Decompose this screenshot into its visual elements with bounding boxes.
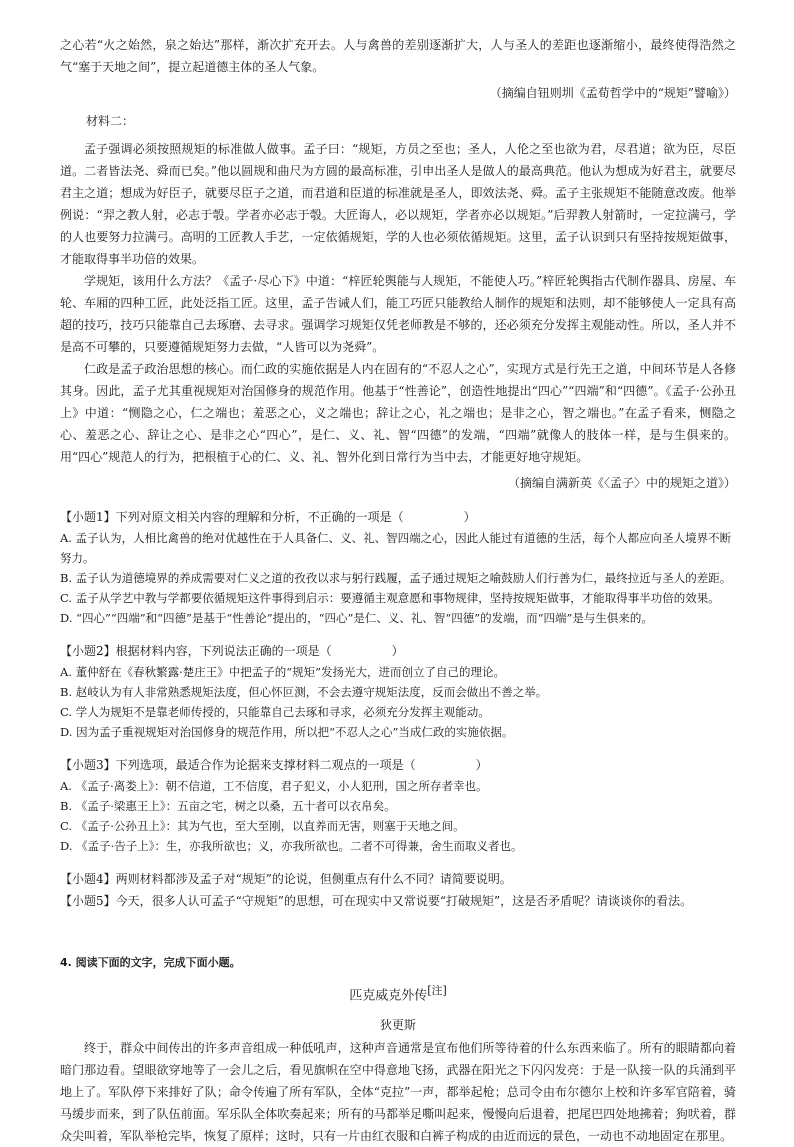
question-5: 【小题5】今天，很多人认可孟子“守规矩”的思想，可在现实中又常说要“打破规矩”，这是否矛盾呢？请谈谈你的看法。 — [60, 894, 693, 908]
question-4: 【小题4】两则材料都涉及孟子对“规矩”的论说，但侧重点有什么不同？请简要说明。 — [60, 872, 512, 886]
option-a: A. 《孟子·离娄上》：朝不信道，工不信度，君子犯义，小人犯刑，国之所存者幸也。 — [60, 779, 488, 793]
question-2 — [60, 640, 736, 742]
option-a: A. 孟子认为，人相比禽兽的绝对优越性在于人具备仁、义、礼、智四端之心，因此人能过有道德的生活，每个人都应向圣人境界不断努力。 — [60, 531, 732, 565]
material2-label: 材料二： — [86, 114, 135, 128]
question-stem: 【小题3】下列选项，最适合作为论据来支撑材料二观点的一项是（ ） — [60, 758, 488, 772]
option-a: A. 董仲舒在《春秋繁露·楚庄王》中把孟子的“规矩”发扬光大，进而创立了自己的理论。 — [60, 665, 506, 679]
intro-paragraph: 之心若“火之始然，泉之始达”那样，渐次扩充开去。人与禽兽的差别逐渐扩大，人与圣人的差距也逐渐缩小，最终使得浩然之气“塞于天地之间”，提立起道德主体的圣人气象。 — [60, 38, 736, 74]
option-d: D. 《孟子·告子上》：生，亦我所欲也；义，亦我所欲也。二者不可得兼，舍生而取义者也。 — [60, 839, 523, 853]
questions-4-5 — [60, 868, 736, 912]
material2-paragraph-2: 学规矩，该用什么方法？《孟子·尽心下》中道：“梓匠轮舆能与人规矩，不能使人巧。”梓匠轮舆指古代制作器具、房屋、车轮、车厢的四种工匠，此处泛指工匠。这里，孟子告诫人们，能工巧匠只能教给人制作的规矩和法则，却不能够使人一定具有高超的技巧，技巧只能靠自己去琢磨、去寻求。强调学习规矩仅凭老师教是不够的，还必须充分发挥主观能动性。所以，圣人并不是高不可攀的，只要遵循规矩努力去做，“人皆可以为尧舜”。 — [60, 274, 736, 354]
story-paragraph: 终于，群众中间传出的许多声音组成一种低吼声，这种声音通常是宣布他们所等待着的什么东西来临了。所有的眼睛都向着暗门那边看。望眼欲穿地等了一会儿之后，看见旗帜在空中得意地飞扬，武器在阳光之下闪闪发亮：于是一队接一队的兵涌到平地上了。军队停下来排好了队；命令传遍了所有军队，全体“克拉”一声，都举起枪；总司令由布尔德尔上校和许多军官陪着，骑马缓步而来，到了队伍前面。军乐队全体吹奏起来；所有的马都举足嘶叫起来，慢慢向后退着，把尾巴四处地拂着；狗吠着，群众尖叫着，军队举枪完毕，恢复了原样；这时，只有一片由红衣服和白裤子构成的由近而远的景色，一动也不动地固定在那里。 — [60, 1041, 736, 1144]
question-3 — [60, 754, 736, 856]
option-c: C. 孟子从学艺中教与学都要依循规矩这件事得到启示：要遵循主观意愿和事物规律，坚持按规矩做事，才能取得事半功倍的效果。 — [60, 591, 720, 605]
material2-paragraph-1: 孟子强调必须按照规矩的标准做人做事。孟子曰：“规矩，方员之至也；圣人，人伦之至也欲为君，尽君道；欲为臣，尽臣道。二者皆法尧、舜而已矣。”他以圆规和曲尺为方圆的最高标准，引申出圣人是做人的最高典范。他认为想成为好君主，就要尽君主之道；想成为好臣子，就要尽臣子之道，而君道和臣道的标准就是圣人，即效法尧、舜。孟子主张规矩不能随意改废。他举例说：“羿之教人射，必志于彀。学者亦必志于彀。大匠诲人，必以规矩，学者亦必以规矩。”后羿教人射箭时，一定拉满弓，学的人也要努力拉满弓。高明的工匠教人手艺，一定依循规矩，学的人也必须依循规矩。这里，孟子认识到只有坚持按规矩做事，才能取得事半功倍的效果。 — [60, 142, 736, 266]
option-c: C. 《孟子·公孙丑上》：其为气也，至大至刚，以直养而无害，则塞于天地之间。 — [60, 819, 465, 833]
option-c: C. 学人为规矩不是靠老师传授的，只能靠自己去琢和寻求，必须充分发挥主观能动。 — [60, 705, 490, 719]
option-b: B. 《孟子·梁惠王上》：五亩之宅，树之以桑，五十者可以衣帛矣。 — [60, 799, 396, 813]
option-d: D. “四心”“四端”和“四德”是基于“性善论”提出的，“四心”是仁、义、礼、智“四德”的发端，而“四端”是与生俱来的。 — [60, 611, 653, 625]
source-citation-1: （摘编自钮则圳《孟荀哲学中的“规矩”譬喻》） — [489, 86, 736, 100]
question-stem: 【小题2】根据材料内容，下列说法正确的一项是（ ） — [60, 644, 404, 658]
section-4 — [60, 952, 736, 1147]
story-note-marker[interactable]: [注] — [427, 984, 447, 997]
option-b: B. 赵岐认为有人非常熟悉规矩法度，但心怀叵测，不会去遵守规矩法度，反而会做出不善之举。 — [60, 685, 548, 699]
document-page — [60, 34, 736, 1147]
source-citation-2: （摘编自满新英《〈孟子〉中的规矩之道》） — [507, 476, 736, 490]
story-author: 狄更斯 — [379, 1018, 416, 1033]
story-title: 匹克威克外传 — [349, 988, 428, 1004]
option-d: D. 因为孟子重视规矩对治国修身的规范作用，所以把“不忍人之心”当成仁政的实施依据。 — [60, 725, 514, 739]
question-stem: 【小题1】下列对原文相关内容的理解和分析，不正确的一项是（ ） — [60, 510, 476, 524]
option-b: B. 孟子认为道德境界的养成需要对仁义之道的孜孜以求与躬行践履，孟子通过规矩之喻鼓励人们行善为仁，最终拉近与圣人的差距。 — [60, 571, 732, 585]
question-1 — [60, 506, 736, 628]
material2-paragraph-3: 仁政是孟子政治思想的核心。而仁政的实施依据是人内在固有的“不忍人之心”，实现方式是行先王之道，中间环节是人各修其身。因此，孟子尤其重视规矩对治国修身的规范作用。他基于“性善论”，创造性地提出“四心”“四端”和“四德”。《孟子·公孙丑上》中道：“恻隐之心，仁之端也；羞恶之心，义之端也；辞让之心，礼之端也；是非之心，智之端也。”在孟子看来，恻隐之心、羞恶之心、辞让之心、是非之心“四心”，是仁、义、礼、智“四德”的发端，“四端”就像人的肢体一样，是与生俱来的。用“四心”规范人的行为，把根植于心的仁、义、礼、智外化到日常行为当中去，才能更好地守规矩。 — [60, 362, 736, 464]
section-4-heading: 4. 阅读下面的文字，完成下面小题。 — [60, 956, 241, 969]
story-title-row — [60, 978, 736, 1009]
